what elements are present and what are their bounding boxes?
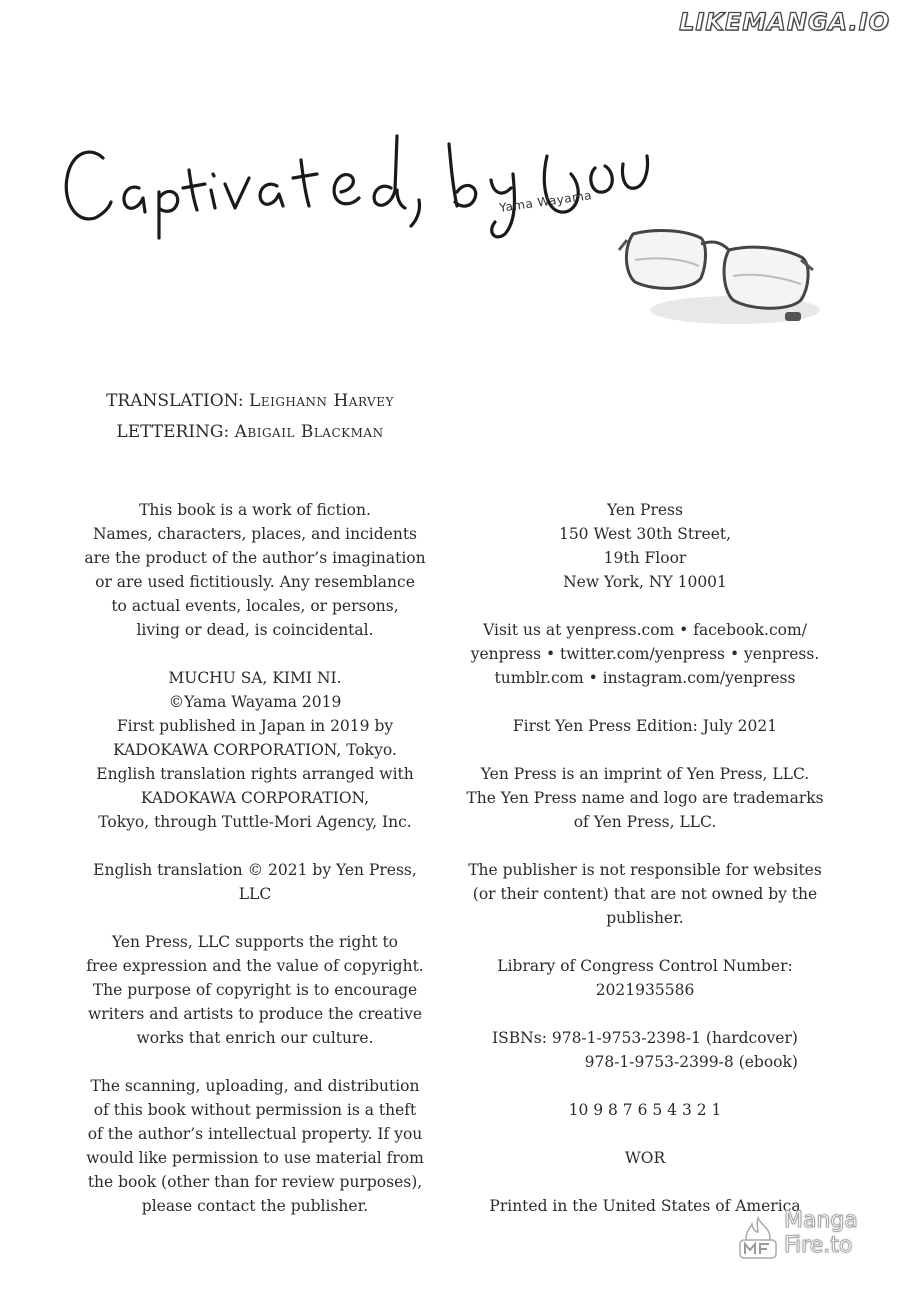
text-line: English translation © 2021 by Yen Press, xyxy=(93,861,417,879)
text-line: to actual events, locales, or persons, xyxy=(111,597,399,615)
fiction-notice xyxy=(65,498,445,642)
text-line: First published in Japan in 2019 by xyxy=(116,717,394,735)
text-line: Yen Press, LLC supports the right to xyxy=(111,933,399,951)
isbn-list xyxy=(455,1026,835,1074)
translator-name: Leighann Harvey xyxy=(249,391,394,411)
text-line: 978-1-9753-2399-8 (ebook) xyxy=(584,1053,798,1071)
text-line: yenpress • twitter.com/yenpress • yenpress. xyxy=(470,645,820,663)
text-line: the book (other than for review purposes), xyxy=(87,1173,423,1191)
likemanga-watermark: LIKEMANGA.IO xyxy=(679,8,890,36)
text-line: ©Yama Wayama 2019 xyxy=(168,693,342,711)
text-line: Yen Press xyxy=(607,501,683,519)
text-line: Yen Press is an imprint of Yen Press, LLC. xyxy=(480,765,810,783)
loc-number xyxy=(455,954,835,1002)
website-disclaimer xyxy=(455,858,835,930)
text-line: living or dead, is coincidental. xyxy=(136,621,374,639)
text-line: ISBNs: 978-1-9753-2398-1 (hardcover) xyxy=(492,1029,798,1047)
mangafire-watermark xyxy=(736,1208,886,1264)
text-line: WOR xyxy=(624,1149,666,1167)
handwritten-title xyxy=(55,60,655,240)
text-line: Tokyo, through Tuttle-Mori Agency, Inc. xyxy=(98,813,412,831)
lettering-label: LETTERING: xyxy=(116,422,230,442)
translation-label: TRANSLATION: xyxy=(106,391,244,411)
text-line: Names, characters, places, and incidents xyxy=(92,525,418,543)
text-line: of this book without permission is a theft xyxy=(93,1101,417,1119)
text-line: This book is a work of fiction. xyxy=(139,501,371,519)
text-line: First Yen Press Edition: July 2021 xyxy=(512,717,778,735)
letterer-name: Abigail Blackman xyxy=(234,422,384,442)
text-line: 10 9 8 7 6 5 4 3 2 1 xyxy=(568,1101,722,1119)
text-line: LLC xyxy=(238,885,272,903)
printer-code xyxy=(455,1146,835,1170)
imprint-info xyxy=(455,762,835,834)
printing-line xyxy=(455,1098,835,1122)
isbn-block xyxy=(492,1026,798,1074)
edition-info xyxy=(455,714,835,738)
text-line: are the product of the author’s imagination xyxy=(84,549,426,567)
lettering-credit xyxy=(0,417,500,448)
text-line: KADOKAWA CORPORATION, Tokyo. xyxy=(113,741,397,759)
translation-credit xyxy=(0,386,500,417)
text-line: free expression and the value of copyright. xyxy=(86,957,424,975)
text-line: (or their content) that are not owned by the xyxy=(472,885,818,903)
text-line: works that enrich our culture. xyxy=(136,1029,374,1047)
left-column xyxy=(65,498,445,1242)
text-line: publisher. xyxy=(606,909,684,927)
visit-links xyxy=(455,618,835,690)
text-line: 2021935586 xyxy=(595,981,695,999)
translation-copyright xyxy=(65,858,445,906)
text-line: The Yen Press name and logo are trademarks xyxy=(466,789,824,807)
text-line: would like permission to use material from xyxy=(86,1149,424,1167)
text-line: The purpose of copyright is to encourage xyxy=(92,981,418,999)
text-line: 19th Floor xyxy=(603,549,687,567)
text-line: 150 West 30th Street, xyxy=(558,525,732,543)
text-line: tumblr.com • instagram.com/yenpress xyxy=(494,669,796,687)
text-line: Visit us at yenpress.com • facebook.com/ xyxy=(483,621,807,639)
mangafire-text xyxy=(784,1208,858,1258)
mangafire-line-1: Manga xyxy=(784,1208,858,1233)
text-line: of Yen Press, LLC. xyxy=(573,813,717,831)
text-line: please contact the publisher. xyxy=(141,1197,369,1215)
text-line: The publisher is not responsible for websites xyxy=(468,861,822,879)
text-line: Printed in the United States of America xyxy=(489,1197,801,1215)
glasses-illustration xyxy=(615,220,830,335)
text-line: MUCHU SA, KIMI NI. xyxy=(168,669,342,687)
author-name: Yama Wayama xyxy=(498,188,593,215)
text-line: writers and artists to produce the creative xyxy=(87,1005,423,1023)
text-line: English translation rights arranged with xyxy=(96,765,414,783)
right-column xyxy=(455,498,835,1242)
mangafire-line-2: Fire.to xyxy=(784,1233,853,1258)
flame-logo-icon xyxy=(736,1216,780,1260)
text-line: of the author’s intellectual property. If you xyxy=(87,1125,423,1143)
text-line: or are used fictitiously. Any resemblance xyxy=(95,573,415,591)
text-line: New York, NY 10001 xyxy=(563,573,727,591)
publisher-address xyxy=(455,498,835,594)
credits-block xyxy=(0,386,500,448)
text-line: Library of Congress Control Number: xyxy=(497,957,793,975)
text-line: KADOKAWA CORPORATION, xyxy=(140,789,370,807)
piracy-notice xyxy=(65,1074,445,1218)
text-line: The scanning, uploading, and distribution xyxy=(90,1077,420,1095)
copyright-support xyxy=(65,930,445,1050)
original-publication xyxy=(65,666,445,834)
